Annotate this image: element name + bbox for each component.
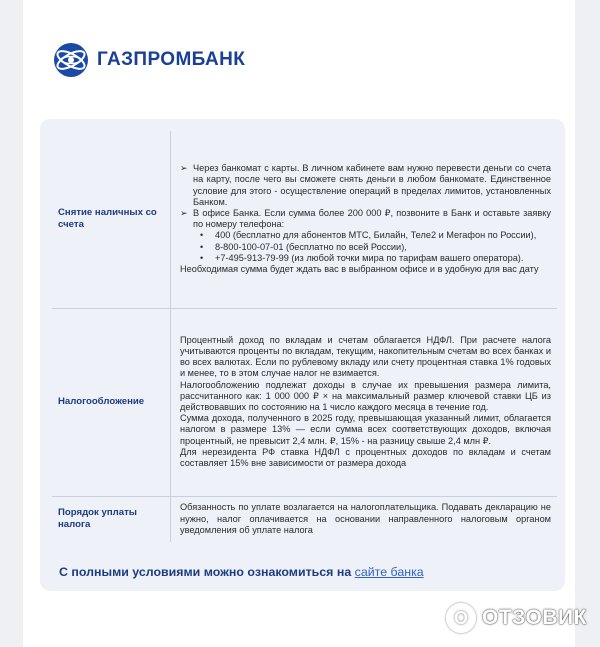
watermark-text: ОТЗОВИК: [482, 606, 587, 629]
footer-line: [59, 565, 424, 579]
footer-text: С полными условиями можно ознакомиться на: [59, 565, 352, 579]
bank-logo: [54, 42, 245, 78]
terms-table: [52, 131, 557, 542]
list-item: ➢ В офисе Банка. Если сумма более 200 000 ₽, позвоните в Банк и оставьте заявку по номеру телефона:: [180, 208, 551, 230]
table-row: [52, 496, 557, 542]
otzovik-watermark: [446, 603, 587, 633]
table-row: [52, 131, 557, 308]
dot-bullet-icon: •: [200, 241, 204, 252]
gazprombank-globe-icon: [54, 43, 88, 77]
terms-card: [40, 119, 565, 591]
dot-bullet-icon: •: [200, 252, 204, 263]
row-content: [171, 131, 558, 308]
paragraph: Налогообложению подлежат доходы в случае их превышения размера лимита, рассчитанного как: 1 000 000 ₽ × на максимальный размер ключевой ставки ЦБ из действовавших по состоянию на 1 число каждого месяца в течение год.: [180, 379, 551, 412]
table-row: [52, 308, 557, 496]
row-note: Необходимая сумма будет ждать вас в выбранном офисе и в удобную для вас дату: [180, 264, 539, 275]
row-content: [171, 308, 558, 496]
paragraph: Процентный доход по вкладам и счетам облагается НДФЛ. При расчете налога учитываются проценты по вкладам, текущим, накопительным счетам во всех банках и во всех валютах. Если по рублевому вкладу или счету процентная ставка 1% годовых и менее, то в этом случае налог не взимается.: [180, 334, 551, 379]
paragraph: Для нерезидента РФ ставка НДФЛ с процентных доходов по вкладам и счетам составляет 15% вне зависимости от размера дохода: [180, 446, 551, 469]
row-label: Порядок уплаты налога: [58, 507, 137, 531]
phone-item: • 8-800-100-07-01 (бесплатно по всей России),: [200, 241, 407, 252]
row-label: Снятие наличных со счета: [52, 131, 171, 308]
arrow-bullet-icon: ➢: [180, 208, 188, 219]
bank-name: ГАЗПРОМБАНК: [97, 49, 246, 70]
document-page: [23, 0, 575, 647]
list-item: ➢ Через банкомат с карты. В личном кабинете вам нужно перевести деньги со счета на карту, после чего вы сможете снять деньги в любом банкомате. Единственное условие для этого - осуществление операций в пределах лимитов, установленных Банком.: [180, 163, 551, 207]
row-content: [171, 496, 558, 542]
otzovik-logo-icon: О: [446, 603, 476, 633]
phone-item: • +7-495-913-79-99 (из любой точки мира по тарифам вашего оператора).: [200, 252, 524, 263]
phone-item: • 400 (бесплатно для абонентов МТС, Билайн, Теле2 и Мегафон по России),: [200, 230, 537, 241]
paragraph: Сумма дохода, полученного в 2025 году, превышающая указанный лимит, облагается налогом в размере 13% — если сумма всех соответствующих доходов, включая процентный, не превысит 2,4 млн. ₽, 15% - на разницу свыше 2,4 млн ₽.: [180, 413, 551, 446]
bank-site-link[interactable]: сайте банка: [354, 565, 424, 579]
row-label: Налогообложение: [52, 308, 171, 496]
dot-bullet-icon: •: [200, 230, 204, 241]
paragraph: Обязанность по уплате возлагается на налогоплательщика. Подавать декларацию не нужно, налог оплачивается на основании направленного налоговым органом уведомления об уплате налога: [180, 502, 551, 535]
arrow-bullet-icon: ➢: [180, 163, 188, 174]
